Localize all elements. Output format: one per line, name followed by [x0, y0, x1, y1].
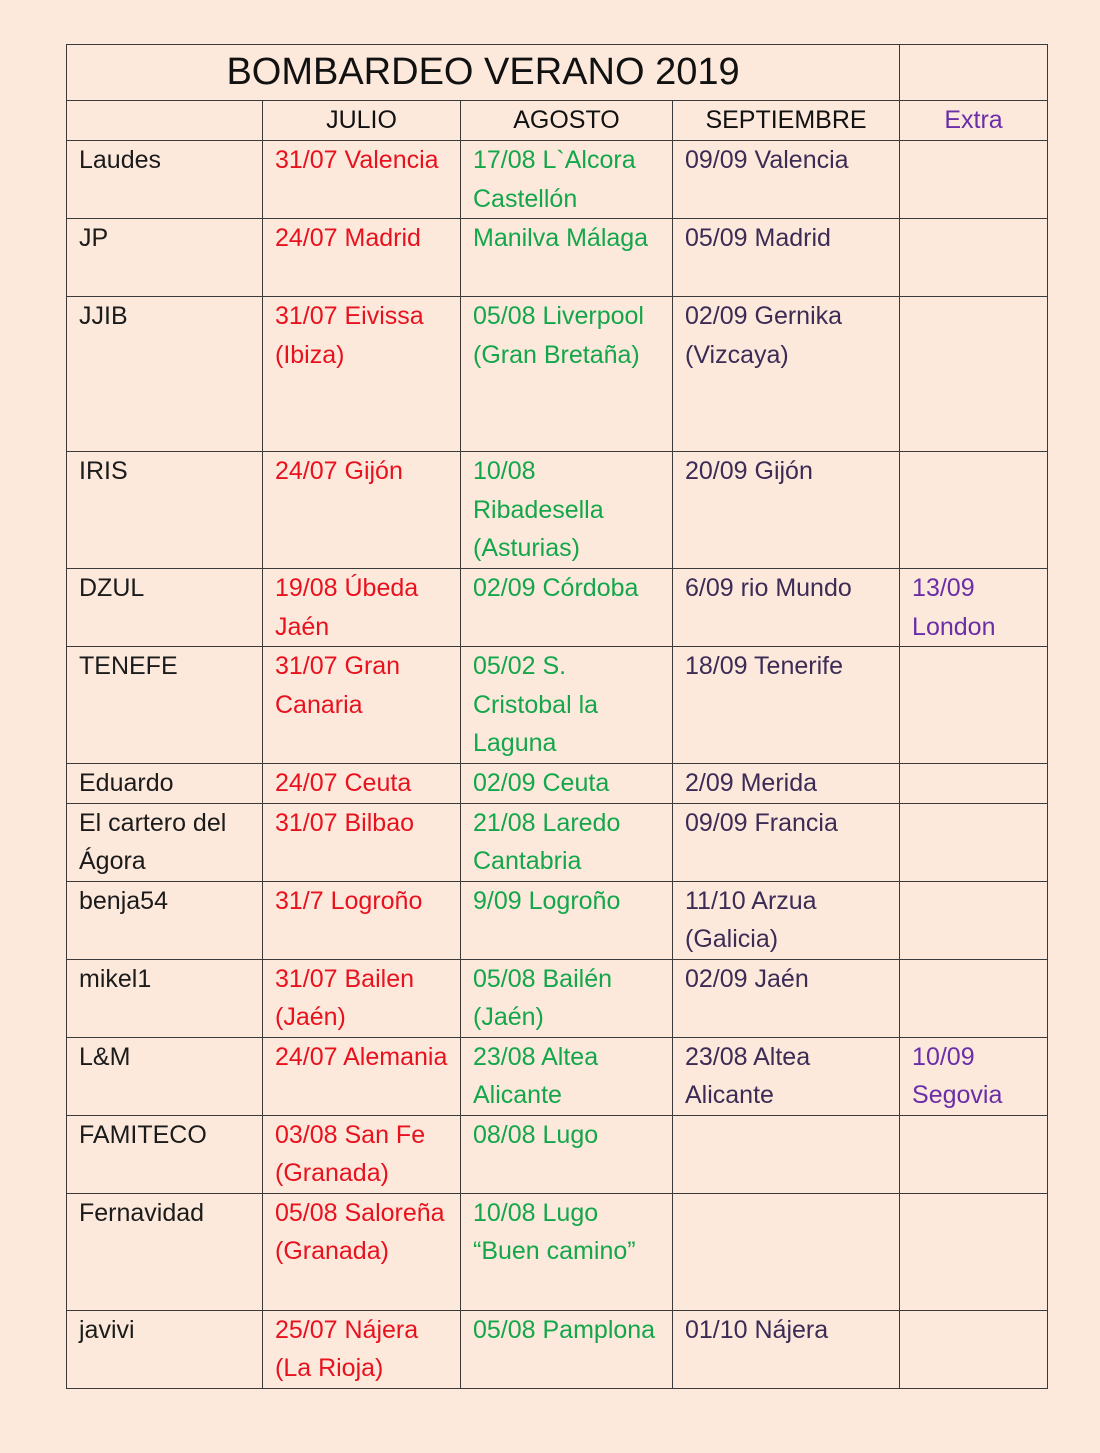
cell-extra [900, 297, 1048, 452]
cell-julio: 31/07 Bilbao [263, 803, 461, 881]
cell-extra [900, 1310, 1048, 1388]
row-name: JJIB [67, 297, 263, 452]
cell-septiembre [673, 1193, 900, 1310]
table-row [67, 764, 1048, 804]
cell-extra [900, 1115, 1048, 1193]
cell-julio: 31/07 Bailen (Jaén) [263, 959, 461, 1037]
row-name: TENEFE [67, 647, 263, 764]
row-name: FAMITECO [67, 1115, 263, 1193]
header-row [67, 101, 1048, 141]
cell-extra: 10/09 Segovia [900, 1037, 1048, 1115]
cell-agosto: 9/09 Logroño [461, 881, 673, 959]
table-row [67, 569, 1048, 647]
row-name: El cartero del Ágora [67, 803, 263, 881]
row-name: JP [67, 219, 263, 297]
header-septiembre: SEPTIEMBRE [673, 101, 900, 141]
cell-septiembre: 01/10 Nájera [673, 1310, 900, 1388]
cell-extra [900, 764, 1048, 804]
cell-septiembre: 02/09 Jaén [673, 959, 900, 1037]
cell-septiembre: 02/09 Gernika (Vizcaya) [673, 297, 900, 452]
cell-agosto: 17/08 L`Alcora Castellón [461, 141, 673, 219]
cell-julio: 24/07 Alemania [263, 1037, 461, 1115]
cell-extra [900, 959, 1048, 1037]
cell-septiembre: 09/09 Valencia [673, 141, 900, 219]
row-name: benja54 [67, 881, 263, 959]
table-row [67, 141, 1048, 219]
cell-agosto: 10/08 Lugo “Buen camino” [461, 1193, 673, 1310]
table-row [67, 1115, 1048, 1193]
table-row [67, 881, 1048, 959]
table-row [67, 647, 1048, 764]
row-name: Fernavidad [67, 1193, 263, 1310]
cell-agosto: 05/08 Pamplona [461, 1310, 673, 1388]
cell-agosto: 05/02 S. Cristobal la Laguna [461, 647, 673, 764]
cell-extra [900, 803, 1048, 881]
cell-septiembre: 23/08 Altea Alicante [673, 1037, 900, 1115]
row-name: mikel1 [67, 959, 263, 1037]
cell-agosto: Manilva Málaga [461, 219, 673, 297]
table-row [67, 1193, 1048, 1310]
cell-julio: 24/07 Ceuta [263, 764, 461, 804]
row-name: L&M [67, 1037, 263, 1115]
row-name: DZUL [67, 569, 263, 647]
table-row [67, 219, 1048, 297]
cell-agosto: 21/08 Laredo Cantabria [461, 803, 673, 881]
cell-septiembre [673, 1115, 900, 1193]
cell-extra [900, 1193, 1048, 1310]
cell-julio: 03/08 San Fe (Granada) [263, 1115, 461, 1193]
cell-julio: 24/07 Madrid [263, 219, 461, 297]
title-row [67, 45, 1048, 101]
cell-julio: 31/07 Valencia [263, 141, 461, 219]
cell-agosto: 05/08 Bailén (Jaén) [461, 959, 673, 1037]
cell-septiembre: 6/09 rio Mundo [673, 569, 900, 647]
row-name: IRIS [67, 452, 263, 569]
cell-julio: 19/08 Úbeda Jaén [263, 569, 461, 647]
cell-julio: 05/08 Saloreña (Granada) [263, 1193, 461, 1310]
row-name: Laudes [67, 141, 263, 219]
schedule-table [66, 44, 1048, 1389]
cell-septiembre: 11/10 Arzua (Galicia) [673, 881, 900, 959]
cell-agosto: 08/08 Lugo [461, 1115, 673, 1193]
cell-extra: 13/09 London [900, 569, 1048, 647]
table-row [67, 803, 1048, 881]
cell-extra [900, 881, 1048, 959]
header-julio: JULIO [263, 101, 461, 141]
table-row [67, 297, 1048, 452]
cell-septiembre: 05/09 Madrid [673, 219, 900, 297]
cell-agosto: 10/08 Ribadesella (Asturias) [461, 452, 673, 569]
cell-agosto: 23/08 Altea Alicante [461, 1037, 673, 1115]
header-agosto: AGOSTO [461, 101, 673, 141]
cell-septiembre: 18/09 Tenerife [673, 647, 900, 764]
cell-julio: 31/7 Logroño [263, 881, 461, 959]
cell-julio: 31/07 Gran Canaria [263, 647, 461, 764]
header-extra: Extra [900, 101, 1048, 141]
cell-extra [900, 647, 1048, 764]
cell-julio: 24/07 Gijón [263, 452, 461, 569]
cell-septiembre: 09/09 Francia [673, 803, 900, 881]
cell-septiembre: 2/09 Merida [673, 764, 900, 804]
cell-agosto: 02/09 Ceuta [461, 764, 673, 804]
header-empty-cell [67, 101, 263, 141]
cell-extra [900, 141, 1048, 219]
table-row [67, 959, 1048, 1037]
table-row [67, 452, 1048, 569]
row-name: Eduardo [67, 764, 263, 804]
table-title: BOMBARDEO VERANO 2019 [67, 45, 900, 101]
cell-julio: 25/07 Nájera (La Rioja) [263, 1310, 461, 1388]
cell-julio: 31/07 Eivissa (Ibiza) [263, 297, 461, 452]
row-name: javivi [67, 1310, 263, 1388]
cell-agosto: 05/08 Liverpool (Gran Bretaña) [461, 297, 673, 452]
table-row [67, 1310, 1048, 1388]
title-empty-cell [900, 45, 1048, 101]
cell-extra [900, 219, 1048, 297]
table-row [67, 1037, 1048, 1115]
cell-septiembre: 20/09 Gijón [673, 452, 900, 569]
cell-extra [900, 452, 1048, 569]
cell-agosto: 02/09 Córdoba [461, 569, 673, 647]
